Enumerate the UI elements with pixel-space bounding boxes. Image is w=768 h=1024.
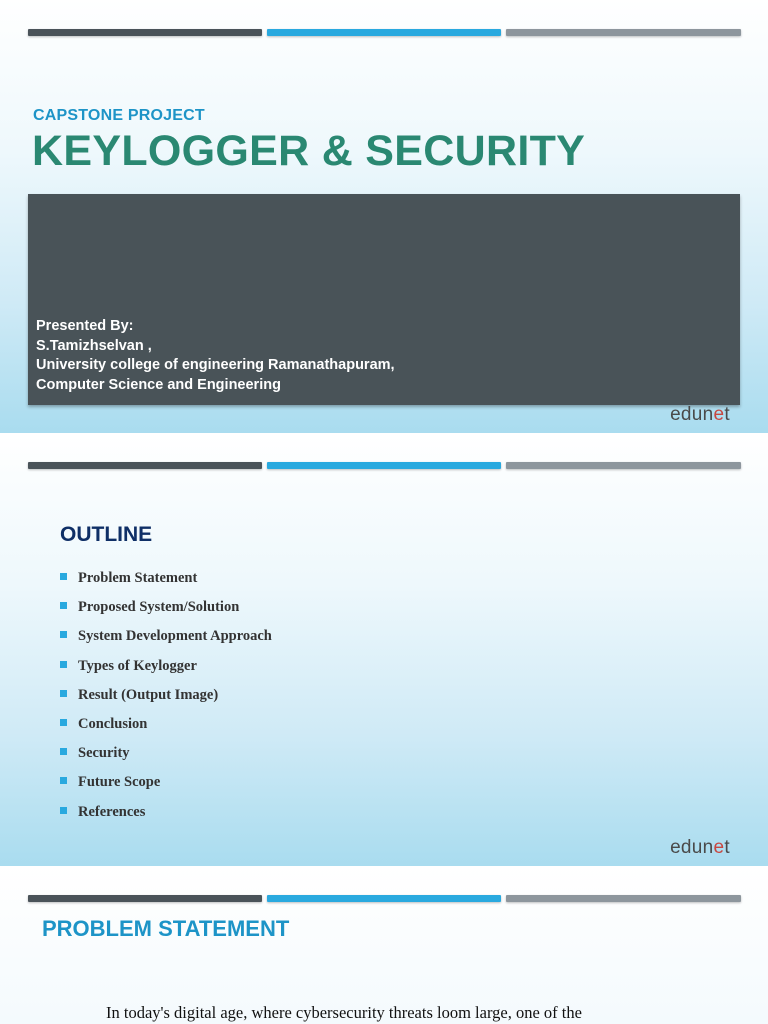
square-bullet-icon [60, 631, 67, 638]
outline-item: Future Scope [60, 774, 272, 803]
presenter-name: S.Tamizhselvan , [36, 337, 152, 354]
problem-statement-slide [0, 866, 768, 1024]
header-bar-gray [506, 895, 741, 902]
header-bar-gray [506, 462, 741, 469]
presenter-department: Computer Science and Engineering [36, 376, 281, 393]
presenter-heading: Presented By: [36, 318, 134, 334]
header-bars [28, 895, 741, 902]
problem-statement-text: In today's digital age, where cybersecurity threats loom large, one of the [106, 1003, 582, 1022]
header-bars [28, 29, 741, 36]
outline-slide [0, 433, 768, 866]
presenter-college: University college of engineering Ramanathapuram, [36, 357, 395, 373]
outline-title: OUTLINE [60, 523, 153, 546]
outline-item: Conclusion [60, 716, 272, 745]
outline-item: Security [60, 745, 272, 774]
square-bullet-icon [60, 777, 67, 784]
square-bullet-icon [60, 748, 67, 755]
slide-title: KEYLOGGER & SECURITY [32, 127, 586, 175]
outline-item: System Development Approach [60, 628, 272, 657]
edunet-logo: edunet [670, 837, 730, 858]
slide-kicker: CAPSTONE PROJECT [33, 107, 205, 124]
header-bar-dark [28, 895, 262, 902]
square-bullet-icon [60, 690, 67, 697]
header-bar-blue [267, 895, 501, 902]
header-bar-blue [267, 29, 501, 36]
header-bar-dark [28, 462, 262, 469]
square-bullet-icon [60, 602, 67, 609]
header-bar-blue [267, 462, 501, 469]
outline-item: References [60, 804, 272, 833]
square-bullet-icon [60, 719, 67, 726]
square-bullet-icon [60, 573, 67, 580]
edunet-logo: edunet [670, 404, 730, 425]
outline-item: Types of Keylogger [60, 658, 272, 687]
outline-item: Result (Output Image) [60, 687, 272, 716]
presenter-box [28, 194, 740, 405]
square-bullet-icon [60, 661, 67, 668]
title-slide [0, 0, 768, 433]
outline-list [60, 570, 272, 833]
problem-statement-title: PROBLEM STATEMENT [42, 916, 290, 941]
square-bullet-icon [60, 807, 67, 814]
header-bar-gray [506, 29, 741, 36]
outline-item: Proposed System/Solution [60, 599, 272, 628]
presenter-info [36, 317, 395, 395]
header-bars [28, 462, 741, 469]
outline-item: Problem Statement [60, 570, 272, 599]
header-bar-dark [28, 29, 262, 36]
